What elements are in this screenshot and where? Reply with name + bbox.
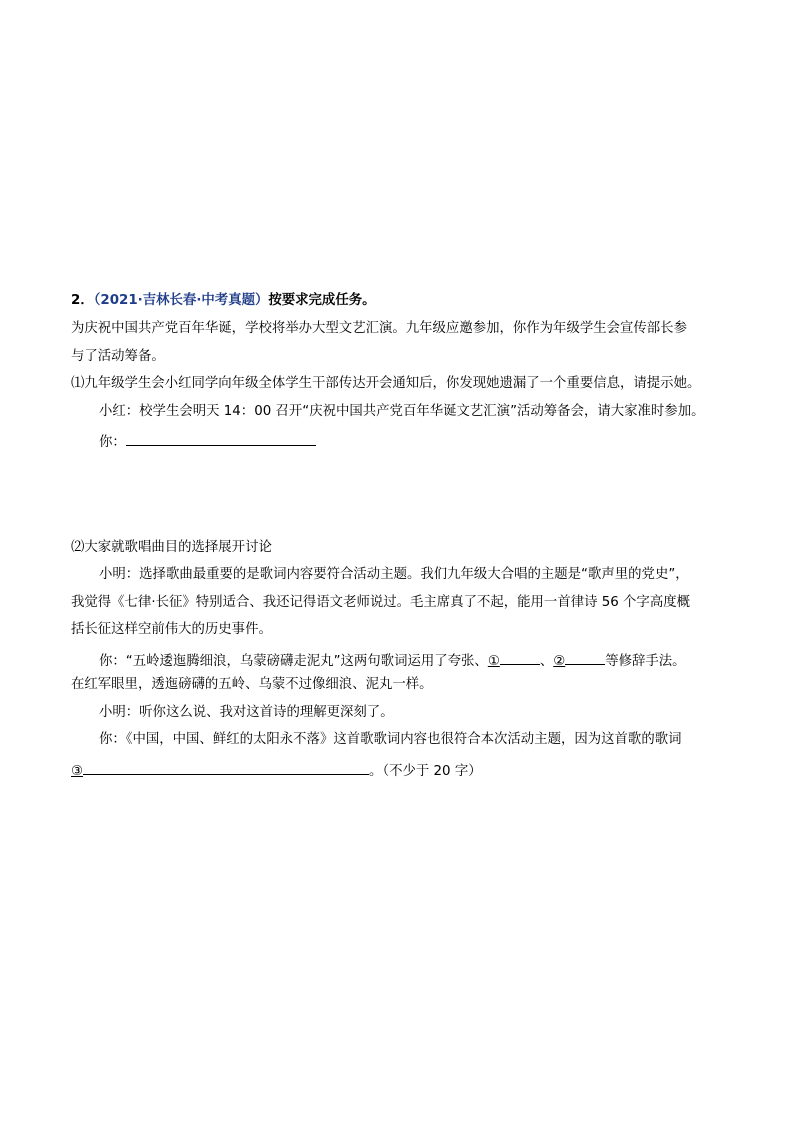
part2-xiaoming1-line1: 小明：选择歌曲最重要的是歌词内容要符合活动主题。我们九年级大合唱的主题是“歌声里的党史”， <box>99 567 689 582</box>
blank3-input[interactable] <box>83 759 369 775</box>
question-header <box>71 292 376 310</box>
part1-answer-line <box>99 430 316 452</box>
intro-line-2: 与了活动筹备。 <box>71 349 165 364</box>
part1-xiaohong-line: 小红：校学生会明天 14：00 召开“庆祝中国共产党百年华诞文艺汇演”活动筹备会，请大家准时参加。 <box>99 404 705 419</box>
part2-you2-line2 <box>71 759 482 781</box>
part1-you-label: 你： <box>99 435 126 450</box>
blank1-marker: ① <box>487 654 500 669</box>
part2-you1-line2: 在红军眼里，透迤磅礴的五岭、乌蒙不过像细浪、泥丸一样。 <box>71 677 433 692</box>
blank1-input[interactable] <box>500 649 540 665</box>
question-task: 按要求完成任务。 <box>268 293 376 308</box>
part2-xiaoming1-line2: 我觉得《七律·长征》特别适合、我还记得语文老师说过。毛主席真了不起，能用一首律诗 56 个字高度概 <box>71 595 690 610</box>
blank2-marker: ② <box>553 654 566 669</box>
intro-line-1: 为庆祝中国共产党百年华诞，学校将举办大型文艺汇演。九年级应邀参加，你作为年级学生会宣传部长参 <box>71 321 687 336</box>
part1-prompt: ⑴九年级学生会小红同学向年级全体学生干部传达开会通知后，你发现她遗漏了一个重要信息，请提示她。 <box>71 376 701 391</box>
blank-separator: 、 <box>539 654 554 669</box>
part1-answer-blank[interactable] <box>126 430 316 446</box>
blank2-input[interactable] <box>565 649 605 665</box>
question-source: （2021·吉林长春·中考真题） <box>93 293 269 308</box>
part2-you2-end: 。（不少于 20 字） <box>369 764 482 779</box>
blank3-marker: ③ <box>71 764 84 779</box>
part2-you2-line1: 你：《中国，中国、鲜红的太阳永不落》这首歌歌词内容也很符合本次活动主题，因为这首歌的歌词 <box>99 732 682 747</box>
part2-prompt: ⑵大家就歌唱曲目的选择展开讨论 <box>71 540 272 555</box>
part2-you1-end: 等修辞手法。 <box>605 654 686 669</box>
part2-xiaoming2: 小明：听你这么说、我对这首诗的理解更深刻了。 <box>99 705 394 720</box>
part2-you1-text: 你：“五岭逶迤腾细浪，乌蒙磅礴走泥丸”这两句歌词运用了夸张、 <box>99 654 488 669</box>
part2-xiaoming1-line3: 括长征这样空前伟大的历史事件。 <box>71 622 272 637</box>
part2-you1-line1 <box>99 649 686 671</box>
question-number: 2． <box>71 293 94 308</box>
